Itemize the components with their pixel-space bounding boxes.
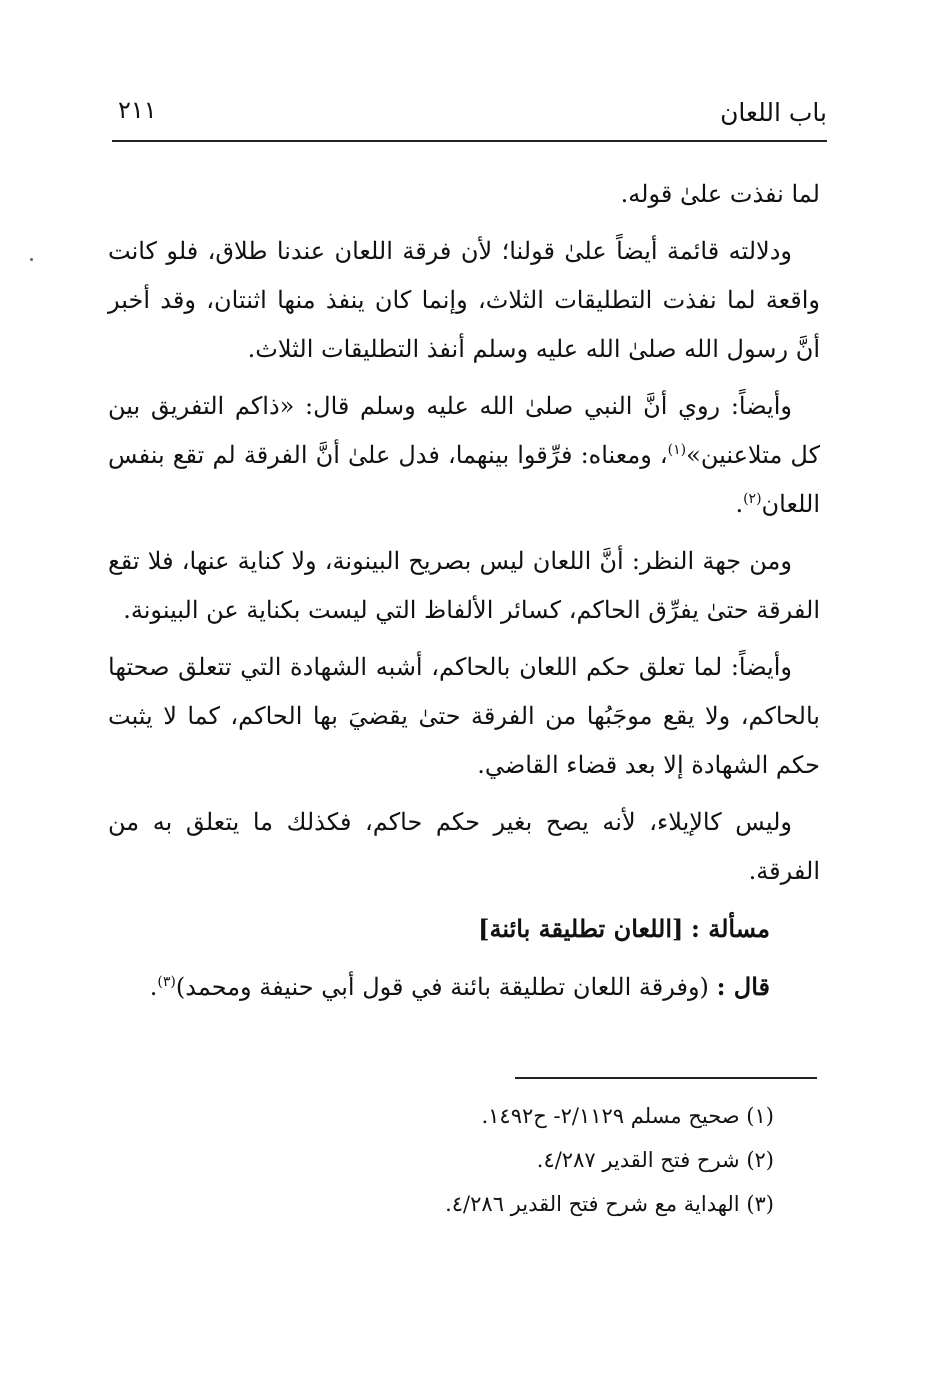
qala-label: قال : [716,972,770,1001]
footnote: (١) صحيح مسلم ٢/١١٢٩- ح١٤٩٢. [481,1104,774,1128]
running-header [112,96,827,142]
qala-text: (وفرقة اللعان تطليقة بائنة في قول أبي حنيفة ومحمد) [175,973,709,1001]
paragraph: ودلالته قائمة أيضاً علىٰ قولنا؛ لأن فرقة اللعان عندنا طلاق، فلو كانت واقعة لما نفذت التطليقات الثلاث، وإنما كان ينفذ منها اثنتان، وقد أخبر أنَّ رسول الله صلىٰ الله عليه وسلم أنفذ التطليقات الثلاث. [108,237,820,363]
qala-line [108,962,820,1012]
paragraph: ومن جهة النظر: أنَّ اللعان ليس بصريح البينونة، ولا كناية عنها، فلا تقع الفرقة حتىٰ يفرِّق الحاكم، كسائر الألفاظ التي ليست بكناية عن البينونة. [108,547,820,624]
page-number: ٢١١ [118,96,157,124]
paragraph [108,382,820,529]
paragraph-text: وأيضاً: روي أنَّ النبي صلىٰ الله عليه وسلم قال: «ذاكم التفريق بين كل متلاعنين» [108,392,821,469]
masala-heading [108,904,820,954]
main-text [108,170,820,1020]
footnote: (٢) شرح فتح القدير ٤/٢٨٧. [536,1148,774,1172]
masala-title: [اللعان تطليقة بائنة] [478,914,684,943]
paragraph: لما نفذت علىٰ قوله. [620,180,820,208]
footnote-ref: (٢) [743,491,762,507]
qala-end: . [149,973,158,1001]
masala-label: مسألة : [691,914,770,943]
footnote-ref: (٣) [157,974,176,990]
paragraph: وليس كالإيلاء، لأنه يصح بغير حكم حاكم، فكذلك ما يتعلق به من الفرقة. [108,808,820,885]
margin-dot [30,258,33,261]
footnote: (٣) الهداية مع شرح فتح القدير ٤/٢٨٦. [445,1192,774,1216]
chapter-title: باب اللعان [720,98,827,127]
footnote-separator [515,1077,817,1079]
paragraph: وأيضاً: لما تعلق حكم اللعان بالحاكم، أشبه الشهادة التي تتعلق صحتها بالحاكم، ولا يقع موجَبُها من الفرقة حتىٰ يقضيَ بها الحاكم، كما لا يثبت حكم الشهادة إلا بعد قضاء القاضي. [108,653,820,779]
footnotes [214,1094,774,1226]
paragraph-text: . [735,490,744,518]
paragraph-text: ، ومعناه: فرِّقوا بينهما، فدل علىٰ أنَّ الفرقة لم تقع بنفس اللعان [108,441,820,518]
footnote-ref: (١) [667,442,687,458]
